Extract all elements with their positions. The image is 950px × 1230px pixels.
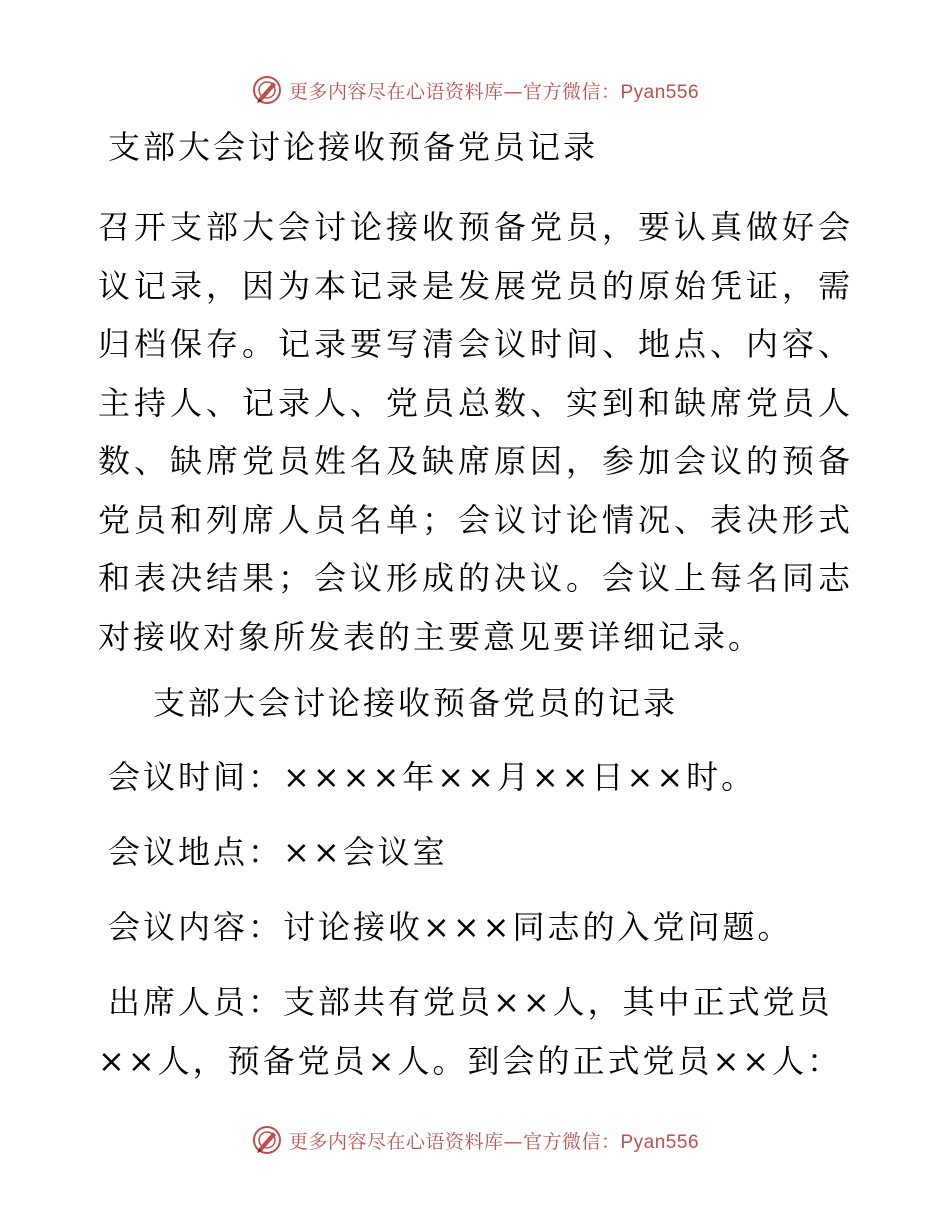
intro-paragraph: 召开支部大会讨论接收预备党员，要认真做好会议记录，因为本记录是发展党员的原始凭证，需归档保存。记录要写清会议时间、地点、内容、主持人、记录人、党员总数、实到和缺席党员人数、缺席党员姓名及缺席原因，参加会议的预备党员和列席人员名单；会议讨论情况、表决形式和表决结果；会议形成的决议。会议上每名同志对接收对象所发表的主要意见要详细记录。	[98, 208, 853, 656]
attendees-line-1: 出席人员：支部共有党员××人，其中正式党员	[108, 983, 833, 1021]
pen-logo-icon	[251, 1124, 283, 1156]
attendees-line-2: ××人，预备党员×人。到会的正式党员××人：	[98, 1042, 843, 1080]
meeting-content: 会议内容：讨论接收×××同志的入党问题。	[108, 908, 793, 946]
document-title: 支部大会讨论接收预备党员记录	[108, 128, 599, 166]
watermark-separator: —	[503, 80, 523, 103]
watermark-site: 更多内容尽在心语资料库	[288, 1130, 504, 1153]
watermark-wechat-label: 官方微信：	[522, 80, 621, 103]
watermark-site: 更多内容尽在心语资料库	[288, 80, 504, 103]
footer-watermark	[0, 1120, 950, 1160]
pen-logo-icon	[251, 74, 283, 106]
watermark-handle: Pyan556	[620, 1131, 700, 1153]
watermark-text	[289, 77, 699, 104]
watermark-wechat-label: 官方微信：	[522, 1130, 621, 1153]
watermark-separator: —	[503, 1130, 523, 1153]
record-title: 支部大会讨论接收预备党员的记录	[153, 684, 679, 722]
meeting-time: 会议时间：××××年××月××日××时。	[108, 758, 757, 796]
watermark-text	[289, 1127, 699, 1154]
header-watermark	[0, 70, 950, 110]
meeting-place: 会议地点：××会议室	[108, 833, 448, 871]
watermark-handle: Pyan556	[620, 81, 700, 103]
